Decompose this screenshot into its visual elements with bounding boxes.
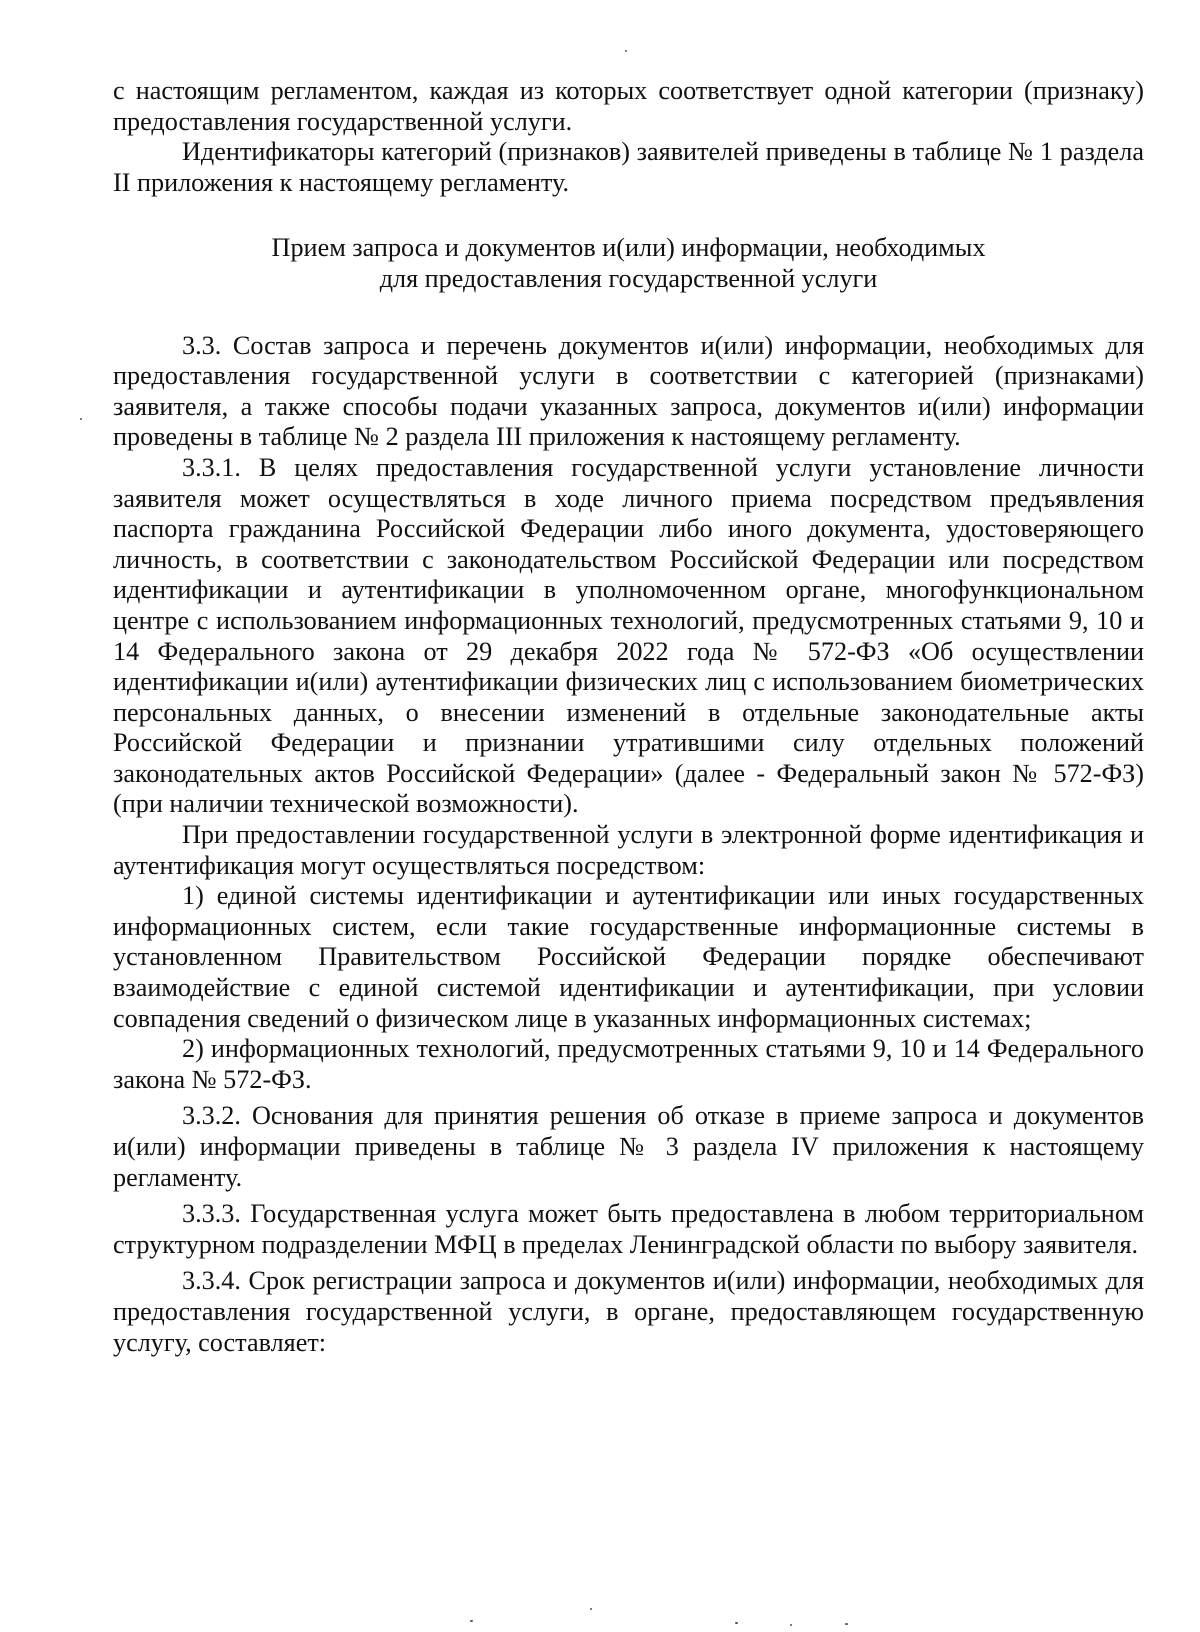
document-body xyxy=(113,76,1144,1358)
list-item-1: 1) единой системы идентификации и аутентификации или иных государственных информационных систем, если такие государственные информационные системы в установленном Правительством Российской Федерации порядке обеспечивают взаимодействие с единой системой идентификации и аутентификации, при условии совпадения сведений о физическом лице в указанных информационных системах; xyxy=(113,881,1144,1033)
paragraph-electronic-identification: При предоставлении государственной услуги в электронной форме идентификация и аутентификация могут осуществляться посредством: xyxy=(113,820,1144,880)
section-heading xyxy=(113,233,1144,294)
scan-speck xyxy=(625,50,627,52)
paragraph-continuation: с настоящим регламентом, каждая из которых соответствует одной категории (признаку) предоставления государственной услуги. xyxy=(113,76,1144,136)
scan-speck xyxy=(80,418,82,420)
scan-speck xyxy=(470,1620,473,1622)
scan-speck xyxy=(790,1624,792,1626)
paragraph-identifiers: Идентификаторы категорий (признаков) заявителей приведены в таблице № 1 раздела II приложения к настоящему регламенту. xyxy=(113,137,1144,197)
scan-speck xyxy=(735,1622,738,1624)
paragraph-3-3-1: 3.3.1. В целях предоставления государственной услуги установление личности заявителя может осуществляться в ходе личного приема посредством предъявления паспорта гражданина Российской Федерации либо иного документа, удостоверяющего личность, в соответствии с законодательством Российской Федерации или посредством идентификации и аутентификации в уполномоченном органе, многофункциональном центре с использованием информационных технологий, предусмотренных статьями 9, 10 и 14 Федерального закона от 29 декабря 2022 года № 572-ФЗ «Об осуществлении идентификации и(или) аутентификации физических лиц с использованием биометрических персональных данных, о внесении изменений в отдельные законодательные акты Российской Федерации и признании утратившими силу отдельных положений законодательных актов Российской Федерации» (далее - Федеральный закон № 572-ФЗ) (при наличии технической возможности). xyxy=(113,452,1144,819)
scan-speck xyxy=(845,1623,848,1625)
paragraph-3-3-2: 3.3.2. Основания для принятия решения об отказе в приеме запроса и документов и(или) информации приведены в таблице № 3 раздела IV приложения к настоящему регламенту. xyxy=(113,1101,1144,1192)
section-heading-line-2: для предоставления государственной услуги xyxy=(379,263,878,293)
paragraph-3-3-3: 3.3.3. Государственная услуга может быть предоставлена в любом территориальном структурном подразделении МФЦ в пределах Ленинградской области по выбору заявителя. xyxy=(113,1199,1144,1259)
paragraph-3-3: 3.3. Состав запроса и перечень документов и(или) информации, необходимых для предоставления государственной услуги в соответствии с категорией (признаками) заявителя, а также способы подачи указанных запроса, документов и(или) информации проведены в таблице № 2 раздела III приложения к настоящему регламенту. xyxy=(113,330,1144,452)
scan-speck xyxy=(590,1608,592,1610)
section-heading-line-1: Прием запроса и документов и(или) информации, необходимых xyxy=(271,233,986,263)
list-item-2: 2) информационных технологий, предусмотренных статьями 9, 10 и 14 Федерального закона № 572-ФЗ. xyxy=(113,1034,1144,1094)
paragraph-3-3-4: 3.3.4. Срок регистрации запроса и документов и(или) информации, необходимых для предоставления государственной услуги, в органе, предоставляющем государственную услугу, составляет: xyxy=(113,1266,1144,1357)
